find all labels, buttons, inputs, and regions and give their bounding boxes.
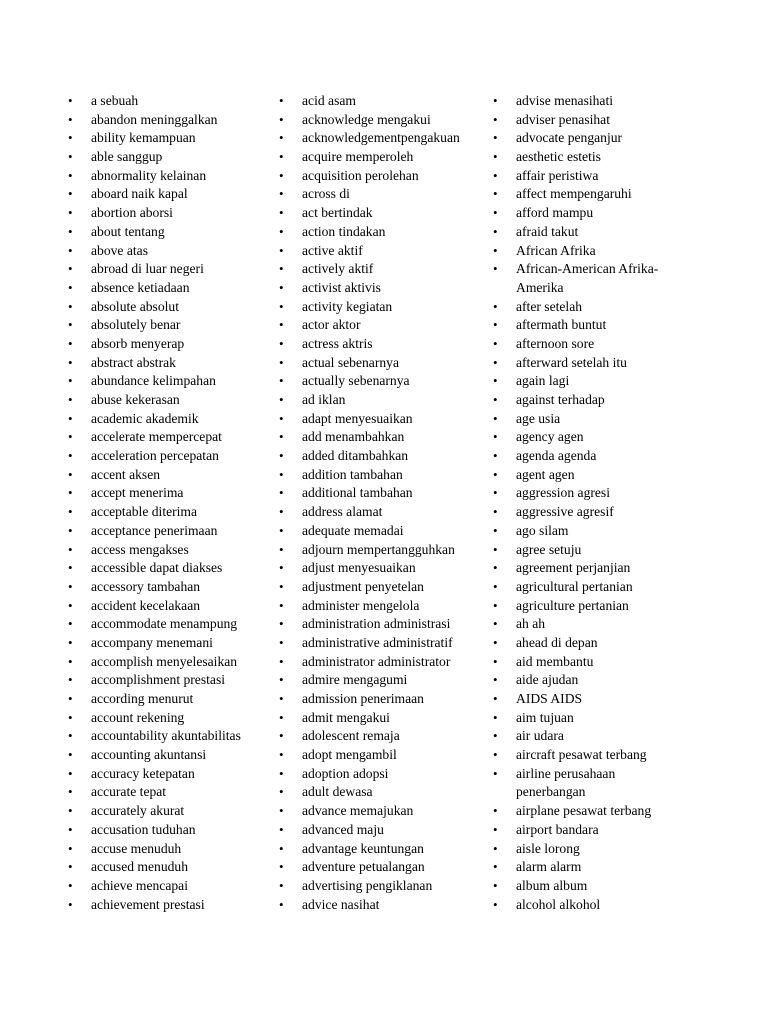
list-item: • according menurut	[91, 690, 271, 709]
list-item: • acceptance penerimaan	[91, 522, 271, 541]
list-item: • about tentang	[91, 223, 271, 242]
list-item: • abroad di luar negeri	[91, 260, 271, 279]
list-item: • after setelah	[516, 298, 676, 317]
list-item: • acquire memperoleh	[302, 148, 492, 167]
list-item: • adoption adopsi	[302, 765, 492, 784]
list-item: • admission penerimaan	[302, 690, 492, 709]
list-item: • advise menasihati	[516, 92, 676, 111]
list-item: • airport bandara	[516, 821, 676, 840]
list-item: • abortion aborsi	[91, 204, 271, 223]
list-item: • actual sebenarnya	[302, 354, 492, 373]
list-item: • achievement prestasi	[91, 896, 271, 915]
list-item: • absence ketiadaan	[91, 279, 271, 298]
list-item: • acknowledge mengakui	[302, 111, 492, 130]
list-item: • administration administrasi	[302, 615, 492, 634]
list-item: • advertising pengiklanan	[302, 877, 492, 896]
list-item: • adjust menyesuaikan	[302, 559, 492, 578]
list-item: • afford mampu	[516, 204, 676, 223]
list-item: • absorb menyerap	[91, 335, 271, 354]
word-list-column-1	[91, 92, 271, 914]
list-item: • additional tambahan	[302, 484, 492, 503]
list-item: • album album	[516, 877, 676, 896]
list-item: • action tindakan	[302, 223, 492, 242]
list-item: • activity kegiatan	[302, 298, 492, 317]
list-item: • affair peristiwa	[516, 167, 676, 186]
list-item: • agree setuju	[516, 541, 676, 560]
list-item: • actress aktris	[302, 335, 492, 354]
list-item: • absolute absolut	[91, 298, 271, 317]
list-item: • aide ajudan	[516, 671, 676, 690]
list-item: • against terhadap	[516, 391, 676, 410]
list-item: • aggressive agresif	[516, 503, 676, 522]
list-item: • accessory tambahan	[91, 578, 271, 597]
list-item: • ability kemampuan	[91, 129, 271, 148]
list-item: • administer mengelola	[302, 597, 492, 616]
list-item: • agency agen	[516, 428, 676, 447]
list-item: • acid asam	[302, 92, 492, 111]
list-item: • agricultural pertanian	[516, 578, 676, 597]
list-item: • airplane pesawat terbang	[516, 802, 676, 821]
list-item: • adult dewasa	[302, 783, 492, 802]
list-item: • addition tambahan	[302, 466, 492, 485]
list-item: • abstract abstrak	[91, 354, 271, 373]
list-item: • abuse kekerasan	[91, 391, 271, 410]
list-item: • advocate penganjur	[516, 129, 676, 148]
list-item: • ah ah	[516, 615, 676, 634]
list-item: • acceleration percepatan	[91, 447, 271, 466]
list-item: • acknowledgementpengakuan	[302, 129, 492, 148]
list-item: • access mengakses	[91, 541, 271, 560]
list-item: • agreement perjanjian	[516, 559, 676, 578]
list-item: • ago silam	[516, 522, 676, 541]
list-item: • advance memajukan	[302, 802, 492, 821]
list-item: • aisle lorong	[516, 840, 676, 859]
list-item: • account rekening	[91, 709, 271, 728]
list-item: • adjustment penyetelan	[302, 578, 492, 597]
list-item: • adviser penasihat	[516, 111, 676, 130]
word-list-column-3	[516, 92, 676, 914]
list-item: • agriculture pertanian	[516, 597, 676, 616]
list-item: • alcohol alkohol	[516, 896, 676, 915]
list-item: • add menambahkan	[302, 428, 492, 447]
list-item: • African Afrika	[516, 242, 676, 261]
list-item: • achieve mencapai	[91, 877, 271, 896]
list-item: • actor aktor	[302, 316, 492, 335]
list-item: • admit mengakui	[302, 709, 492, 728]
list-item: • academic akademik	[91, 410, 271, 429]
list-item: • activist aktivis	[302, 279, 492, 298]
list-item: • advice nasihat	[302, 896, 492, 915]
list-item: • accountability akuntabilitas	[91, 727, 271, 746]
list-item: • agenda agenda	[516, 447, 676, 466]
list-item: • adopt mengambil	[302, 746, 492, 765]
list-item: • airline perusahaan penerbangan	[516, 765, 676, 802]
list-item: • accused menuduh	[91, 858, 271, 877]
list-item: • affect mempengaruhi	[516, 185, 676, 204]
list-item: • abundance kelimpahan	[91, 372, 271, 391]
list-item: • afraid takut	[516, 223, 676, 242]
list-item: • accessible dapat diakses	[91, 559, 271, 578]
list-item: • address alamat	[302, 503, 492, 522]
word-list-column-2	[302, 92, 492, 914]
list-item: • accept menerima	[91, 484, 271, 503]
list-item: • adapt menyesuaikan	[302, 410, 492, 429]
list-item: • afternoon sore	[516, 335, 676, 354]
list-item: • afterward setelah itu	[516, 354, 676, 373]
list-item: • ad iklan	[302, 391, 492, 410]
list-item: • accident kecelakaan	[91, 597, 271, 616]
list-item: • aim tujuan	[516, 709, 676, 728]
list-item: • agent agen	[516, 466, 676, 485]
list-item: • added ditambahkan	[302, 447, 492, 466]
list-item: • accommodate menampung	[91, 615, 271, 634]
list-item: • adolescent remaja	[302, 727, 492, 746]
list-item: • a sebuah	[91, 92, 271, 111]
list-item: • advantage keuntungan	[302, 840, 492, 859]
list-item: • across di	[302, 185, 492, 204]
list-item: • accuse menuduh	[91, 840, 271, 859]
list-item: • accomplishment prestasi	[91, 671, 271, 690]
list-item: • AIDS AIDS	[516, 690, 676, 709]
list-item: • active aktif	[302, 242, 492, 261]
list-item: • again lagi	[516, 372, 676, 391]
list-item: • air udara	[516, 727, 676, 746]
list-item: • aftermath buntut	[516, 316, 676, 335]
list-item: • abnormality kelainan	[91, 167, 271, 186]
list-item: • advanced maju	[302, 821, 492, 840]
list-item: • admire mengagumi	[302, 671, 492, 690]
list-item: • aesthetic estetis	[516, 148, 676, 167]
list-item: • absolutely benar	[91, 316, 271, 335]
list-item: • adjourn mempertangguhkan	[302, 541, 492, 560]
list-item: • adventure petualangan	[302, 858, 492, 877]
list-item: • African-American Afrika-Amerika	[516, 260, 676, 297]
list-item: • adequate memadai	[302, 522, 492, 541]
list-item: • accuracy ketepatan	[91, 765, 271, 784]
list-item: • aid membantu	[516, 653, 676, 672]
list-item: • abandon meninggalkan	[91, 111, 271, 130]
list-item: • aircraft pesawat terbang	[516, 746, 676, 765]
list-item: • actually sebenarnya	[302, 372, 492, 391]
list-item: • act bertindak	[302, 204, 492, 223]
list-item: • aggression agresi	[516, 484, 676, 503]
list-item: • administrator administrator	[302, 653, 492, 672]
list-item: • actively aktif	[302, 260, 492, 279]
list-item: • accelerate mempercepat	[91, 428, 271, 447]
list-item: • accurate tepat	[91, 783, 271, 802]
list-item: • acceptable diterima	[91, 503, 271, 522]
list-item: • accurately akurat	[91, 802, 271, 821]
list-item: • acquisition perolehan	[302, 167, 492, 186]
list-item: • accent aksen	[91, 466, 271, 485]
list-item: • accounting akuntansi	[91, 746, 271, 765]
list-item: • ahead di depan	[516, 634, 676, 653]
list-item: • alarm alarm	[516, 858, 676, 877]
list-item: • accomplish menyelesaikan	[91, 653, 271, 672]
list-item: • accompany menemani	[91, 634, 271, 653]
list-item: • able sanggup	[91, 148, 271, 167]
list-item: • aboard naik kapal	[91, 185, 271, 204]
list-item: • administrative administratif	[302, 634, 492, 653]
list-item: • above atas	[91, 242, 271, 261]
list-item: • accusation tuduhan	[91, 821, 271, 840]
list-item: • age usia	[516, 410, 676, 429]
